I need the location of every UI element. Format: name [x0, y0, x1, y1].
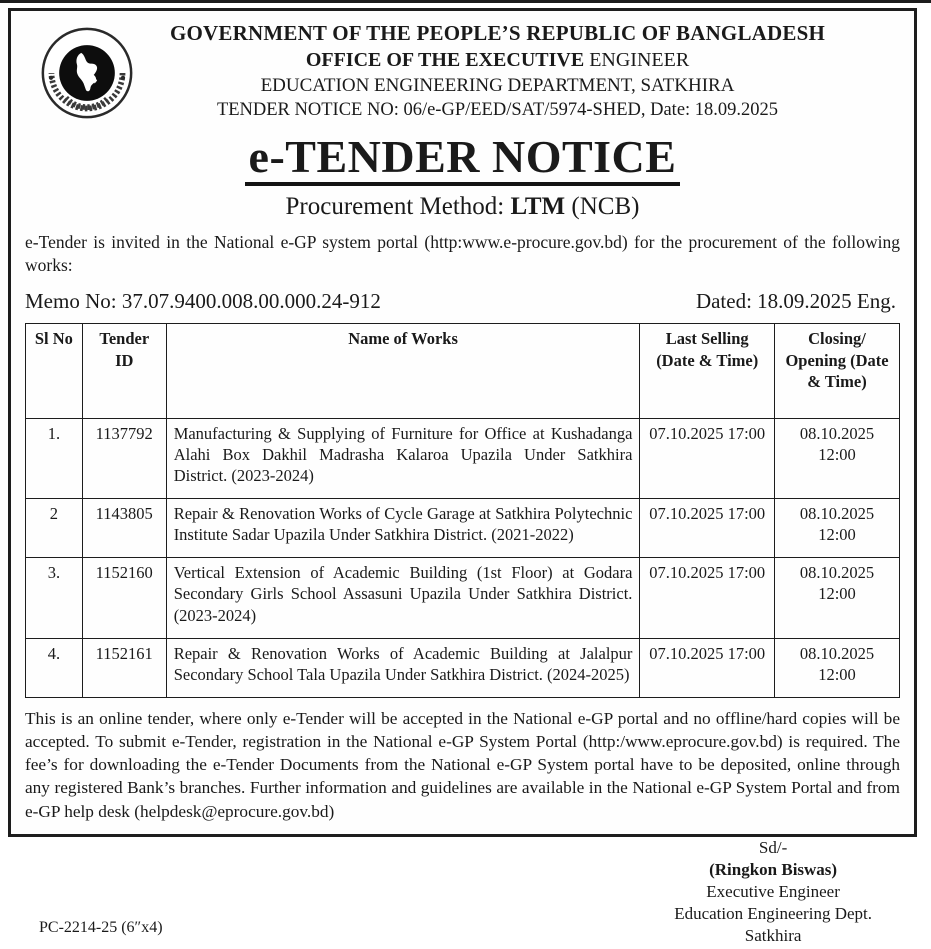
cell-sl: 2 [26, 499, 83, 558]
cell-name-of-works: Repair & Renovation Works of Cycle Garage at Satkhira Polytechnic Institute Sadar Upazila Under Satkhira District. (2021-2022) [166, 499, 640, 558]
col-header-closing-opening: Closing/ Opening (Date & Time) [775, 324, 900, 418]
col-header-tender-id: Tender ID [82, 324, 166, 418]
cell-closing-opening: 08.10.2025 12:00 [775, 558, 900, 638]
cell-last-selling: 07.10.2025 17:00 [640, 499, 775, 558]
cell-last-selling: 07.10.2025 17:00 [640, 558, 775, 638]
col-header-last-selling: Last Selling (Date & Time) [640, 324, 775, 418]
header-text-block [25, 19, 900, 121]
table-row [26, 499, 900, 558]
procurement-method-value: LTM [510, 193, 566, 221]
signature-department: Education Engineering Dept. [674, 904, 872, 924]
cell-sl: 1. [26, 418, 83, 498]
cell-sl: 3. [26, 558, 83, 638]
cell-closing-opening: 08.10.2025 12:00 [775, 638, 900, 697]
government-seal-icon [39, 25, 135, 121]
signature-sd: Sd/- [758, 837, 788, 857]
cell-last-selling: 07.10.2025 17:00 [640, 638, 775, 697]
cell-tender-id: 1152160 [82, 558, 166, 638]
tender-notice-page [8, 8, 917, 946]
office-line-regular: ENGINEER [589, 49, 690, 71]
table-row [26, 638, 900, 697]
scan-edge-strip [0, 0, 931, 3]
cell-closing-opening: 08.10.2025 12:00 [775, 418, 900, 498]
memo-row [25, 289, 900, 314]
cell-sl: 4. [26, 638, 83, 697]
department-line: EDUCATION ENGINEERING DEPARTMENT, SATKHIRA [260, 75, 735, 96]
page-title: e-TENDER NOTICE [245, 133, 681, 186]
table-row [26, 558, 900, 638]
procurement-method-line [25, 193, 900, 221]
col-header-sl-no: Sl No [26, 324, 83, 418]
procurement-method-label: Procurement Method: [285, 193, 505, 221]
print-code: PC-2214-25 (6″x4) [39, 919, 163, 937]
office-line [135, 49, 860, 72]
cell-name-of-works: Vertical Extension of Academic Building (1st Floor) at Godara Secondary Girls School Assasuni Upazila Under Satkhira District. (2023-2024) [166, 558, 640, 638]
bottom-row [25, 837, 900, 949]
intro-paragraph: e-Tender is invited in the National e-GP system portal (http:www.e-procure.gov.bd) for the procurement of the following works: [25, 232, 900, 276]
procurement-method-suffix: (NCB) [571, 193, 640, 221]
office-line-bold: OFFICE OF THE EXECUTIVE [305, 49, 585, 71]
memo-number: Memo No: 37.07.9400.008.00.000.24-912 [25, 289, 381, 314]
tender-table [25, 323, 900, 697]
document-header [25, 19, 900, 127]
col-header-name-of-works: Name of Works [166, 324, 640, 418]
terms-paragraph: This is an online tender, where only e-Tender will be accepted in the National e-GP portal and no offline/hard copies will be accepted. To submit e-Tender, registration in the National e-GP System Portal (http:/www.eprocure.gov.bd) is required. The fee’s for downloading the e-Tender Documents from the National e-GP System portal have to be deposited, online through any registered Bank’s branches. Further information and guidelines are available in the National e-GP System Portal and from e-GP help desk (helpdesk@eprocure.gov.bd) [25, 708, 900, 821]
cell-tender-id: 1137792 [82, 418, 166, 498]
tender-notice-no-line: TENDER NOTICE NO: 06/e-GP/EED/SAT/5974-SHED, Date: 18.09.2025 [216, 100, 779, 120]
signature-block [674, 837, 872, 947]
cell-tender-id: 1152161 [82, 638, 166, 697]
signature-designation: Executive Engineer [706, 881, 840, 901]
table-header-row [26, 324, 900, 418]
cell-tender-id: 1143805 [82, 499, 166, 558]
cell-closing-opening: 08.10.2025 12:00 [775, 499, 900, 558]
government-line: GOVERNMENT OF THE PEOPLE’S REPUBLIC OF BANGLADESH [169, 21, 826, 45]
table-row [26, 418, 900, 498]
memo-date: Dated: 18.09.2025 Eng. [695, 289, 896, 314]
title-row [25, 133, 900, 186]
signature-name: (Ringkon Biswas) [709, 859, 838, 879]
signature-station: Satkhira [744, 926, 802, 946]
cell-name-of-works: Repair & Renovation Works of Academic Building at Jalalpur Secondary School Tala Upazila Under Satkhira District. (2024-2025) [166, 638, 640, 697]
cell-name-of-works: Manufacturing & Supplying of Furniture for Office at Kushadanga Alahi Box Dakhil Madrasha Kalaroa Upazila Under Satkhira District. (2023-2024) [166, 418, 640, 498]
cell-last-selling: 07.10.2025 17:00 [640, 418, 775, 498]
